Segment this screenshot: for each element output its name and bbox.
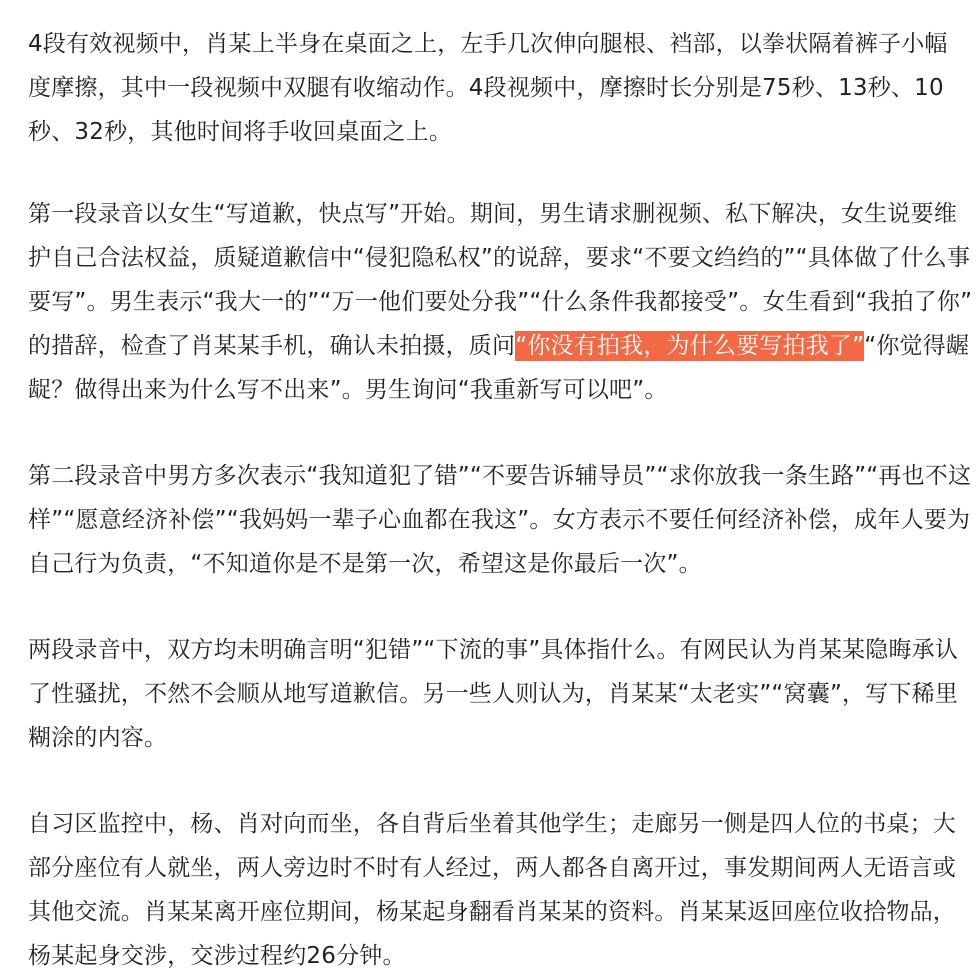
text-line: 第二段录音中男方多次表示“我知道犯了错”“不要告诉辅导员”“求你放我一条生路”“再也不这: [28, 463, 972, 489]
text-segment: 的措辞，检查了肖某某手机，确认未拍摄，质问: [28, 333, 516, 359]
text-line: 了性骚扰，不然不会顺从地写道歉信。另一些人则认为，肖某某“太老实”“窝囊”，写下稀里: [28, 681, 959, 707]
paragraph-first-recording: [28, 192, 972, 412]
text-line: 样”“愿意经济补偿”“我妈妈一辈子心血都在我这”。女方表示不要任何经济补偿，成年人要为: [28, 507, 971, 533]
text-line: 自习区监控中，杨、肖对向而坐，各自背后坐着其他学生；走廊另一侧是四人位的书桌；大: [28, 811, 956, 837]
text-line: 秒、32秒，其他时间将手收回桌面之上。: [28, 119, 453, 145]
highlighted-quote: “你没有拍我，为什么要写拍我了”: [515, 333, 865, 359]
text-line: 第一段录音以女生“写道歉，快点写”开始。期间，男生请求删视频、私下解决，女生说要维: [28, 201, 958, 227]
text-line-with-highlight: [28, 324, 972, 368]
text-line: 要写”。男生表示“我大一的”“万一他们要处分我”“什么条件我都接受”。女生看到“我拍了你”: [28, 289, 973, 315]
paragraph-surveillance: [28, 802, 956, 978]
text-line: 部分座位有人就坐，两人旁边时不时有人经过，两人都各自离开过，事发期间两人无语言或: [28, 855, 956, 881]
text-line: 两段录音中，双方均未明确言明“犯错”“下流的事”具体指什么。有网民认为肖某某隐晦承认: [28, 637, 959, 663]
paragraph-second-recording: [28, 454, 971, 586]
text-segment: “你觉得龌: [864, 333, 970, 359]
paragraph-video-description: [28, 22, 948, 154]
text-line: 龊？做得出来为什么写不出来”。男生询问“我重新写可以吧”。: [28, 377, 668, 403]
paragraph-interpretation: [28, 628, 958, 760]
text-line: 4段有效视频中，肖某上半身在桌面之上，左手几次伸向腿根、裆部，以拳状隔着裤子小幅: [28, 31, 948, 57]
text-line: 杨某起身交涉，交涉过程约26分钟。: [28, 943, 406, 969]
text-line: 护自己合法权益，质疑道歉信中“侵犯隐私权”的说辞，要求“不要文绉绉的”“具体做了什么事: [28, 245, 971, 271]
text-line: 糊涂的内容。: [28, 725, 168, 751]
text-line: 其他交流。肖某某离开座位期间，杨某起身翻看肖某某的资料。肖某某返回座位收拾物品，: [28, 899, 956, 925]
text-line: 度摩擦，其中一段视频中双腿有收缩动作。4段视频中，摩擦时长分别是75秒、13秒、10: [28, 75, 944, 101]
text-line: 自己行为负责，“不知道你是不是第一次，希望这是你最后一次”。: [28, 551, 702, 577]
